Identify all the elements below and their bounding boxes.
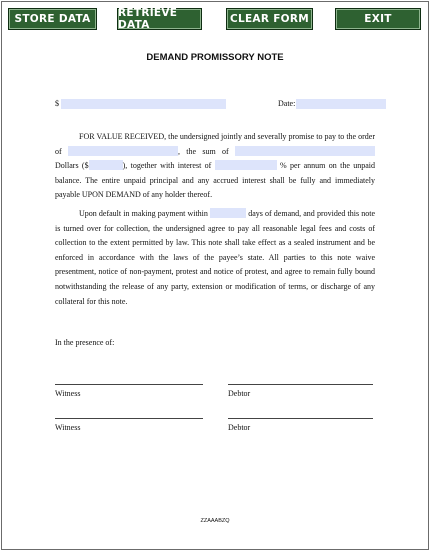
presence-label: In the presence of:: [55, 338, 115, 347]
p1-text-e: % per annum on the unpaid balance. The entire unpaid principal and any accrued interest shall be fully and immediately payable UPON DEMAND of any holder thereof.: [55, 161, 376, 200]
amount-field[interactable]: [61, 99, 226, 109]
debtor-label-2: Debtor: [228, 423, 251, 432]
debtor-label-1: Debtor: [228, 389, 251, 398]
debtor-signature-line-2[interactable]: [228, 418, 373, 419]
dollar-sign: $: [55, 99, 59, 108]
p1-text-b: , the sum of: [177, 146, 229, 156]
witness-label-1: Witness: [55, 389, 81, 398]
witness-label-2: Witness: [55, 423, 81, 432]
sum-figures-field[interactable]: [89, 160, 123, 170]
exit-button[interactable]: EXIT: [335, 8, 421, 30]
debtor-signature-line-1[interactable]: [228, 384, 373, 385]
sum-words-field[interactable]: [235, 146, 375, 156]
paragraph-value-received: [55, 130, 375, 203]
paragraph-default: [55, 207, 375, 309]
p1-text-a: FOR VALUE RECEIVED, the undersigned jointly and severally promise to pay to the order of: [55, 132, 375, 156]
p2-text-b: days of demand, and provided this note is turned over for collection, the undersigned agree to pay all reasonable legal fees and costs of collection to the extent permitted by law. This note shall take effect as a sealed instrument and be enforced in accordance with the laws of the payee’s state. All parties to this note waive presentment, notice of non-payment, protest and notice of protest, and agree to remain fully bound notwithstanding the release of any party, extension or modification of terms, or discharge of any collateral for this note.: [55, 209, 375, 306]
footer-code: ZZAAABZQ: [200, 518, 230, 524]
store-data-button[interactable]: STORE DATA: [8, 8, 97, 30]
document-title: DEMAND PROMISSORY NOTE: [146, 52, 284, 63]
p1-text-c: Dollars ($: [55, 161, 89, 171]
days-field[interactable]: [210, 208, 246, 218]
toolbar: [0, 8, 430, 32]
interest-rate-field[interactable]: [215, 160, 277, 170]
payee-field[interactable]: [68, 146, 178, 156]
witness-signature-line-2[interactable]: [55, 418, 203, 419]
date-field[interactable]: [296, 99, 386, 109]
retrieve-data-button[interactable]: RETRIEVE DATA: [117, 8, 202, 30]
date-label: Date:: [278, 99, 296, 108]
p2-text-a: Upon default in making payment within: [79, 209, 208, 218]
p1-text-d: ), together with interest of: [122, 161, 212, 171]
witness-signature-line-1[interactable]: [55, 384, 203, 385]
clear-form-button[interactable]: CLEAR FORM: [226, 8, 313, 30]
